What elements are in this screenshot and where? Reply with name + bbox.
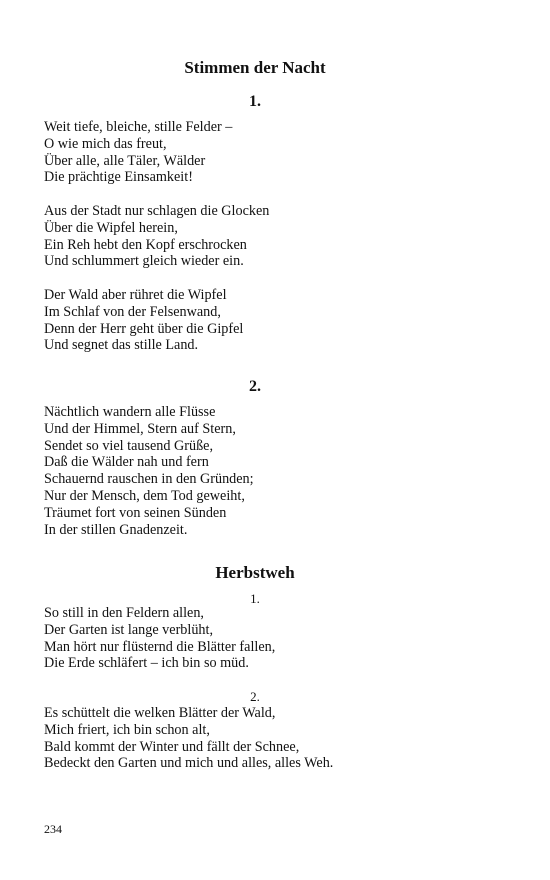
verse-line: Nächtlich wandern alle Flüsse (44, 404, 216, 420)
verse-line: In der stillen Gnadenzeit. (44, 521, 188, 538)
stanza (44, 287, 243, 354)
verse-line: Und schlummert gleich wieder ein. (44, 253, 244, 270)
verse-line: Bedeckt den Garten und mich und alles, alles Weh. (44, 755, 334, 772)
verse-line: Und der Himmel, Stern auf Stern, (44, 420, 236, 437)
verse-line: Weit tiefe, bleiche, stille Felder – (44, 119, 233, 135)
verse-line: Und segnet das stille Land. (44, 337, 199, 354)
section-number: 2. (249, 378, 261, 395)
stanza (44, 404, 254, 538)
verse-line: Mich friert, ich bin schon alt, (44, 721, 210, 738)
verse-line: Denn der Herr geht über die Gipfel (44, 320, 244, 337)
verse-line: Man hört nur flüsternd die Blätter fallen, (44, 638, 276, 655)
verse-line: Im Schlaf von der Felsenwand, (44, 303, 221, 320)
stanza (44, 119, 232, 186)
poem-title-stimmen-der-nacht: Stimmen der Nacht (184, 58, 326, 77)
verse-line: Über alle, alle Täler, Wälder (44, 152, 206, 169)
verse-line: Es schüttelt die welken Blätter der Wald, (44, 705, 276, 721)
verse-line: Nur der Mensch, dem Tod geweiht, (44, 487, 245, 504)
verse-line: O wie mich das freut, (44, 135, 167, 152)
verse-line: Träumet fort von seinen Sünden (44, 504, 227, 521)
page-number: 234 (44, 822, 62, 836)
verse-line: Der Garten ist lange verblüht, (44, 621, 214, 638)
verse-line: Daß die Wälder nah und fern (44, 454, 209, 471)
section-number: 2. (250, 689, 260, 704)
verse-line: Bald kommt der Winter und fällt der Schnee, (44, 738, 300, 755)
section-number: 1. (249, 93, 261, 110)
verse-line: Die prächtige Einsamkeit! (44, 169, 193, 186)
poem-title-herbstweh: Herbstweh (215, 563, 295, 582)
verse-line: So still in den Feldern allen, (44, 605, 204, 621)
stanza (44, 705, 333, 772)
section-number: 1. (250, 591, 260, 606)
verse-line: Sendet so viel tausend Grüße, (44, 437, 214, 454)
verse-line: Ein Reh hebt den Kopf erschrocken (44, 236, 247, 253)
verse-line: Der Wald aber rühret die Wipfel (44, 287, 227, 303)
stanza (44, 605, 275, 672)
verse-line: Schauernd rauschen in den Gründen; (44, 471, 254, 488)
verse-line: Die Erde schläfert – ich bin so müd. (44, 655, 249, 672)
verse-line: Aus der Stadt nur schlagen die Glocken (44, 203, 270, 219)
stanza (44, 203, 269, 270)
verse-line: Über die Wipfel herein, (44, 219, 178, 236)
